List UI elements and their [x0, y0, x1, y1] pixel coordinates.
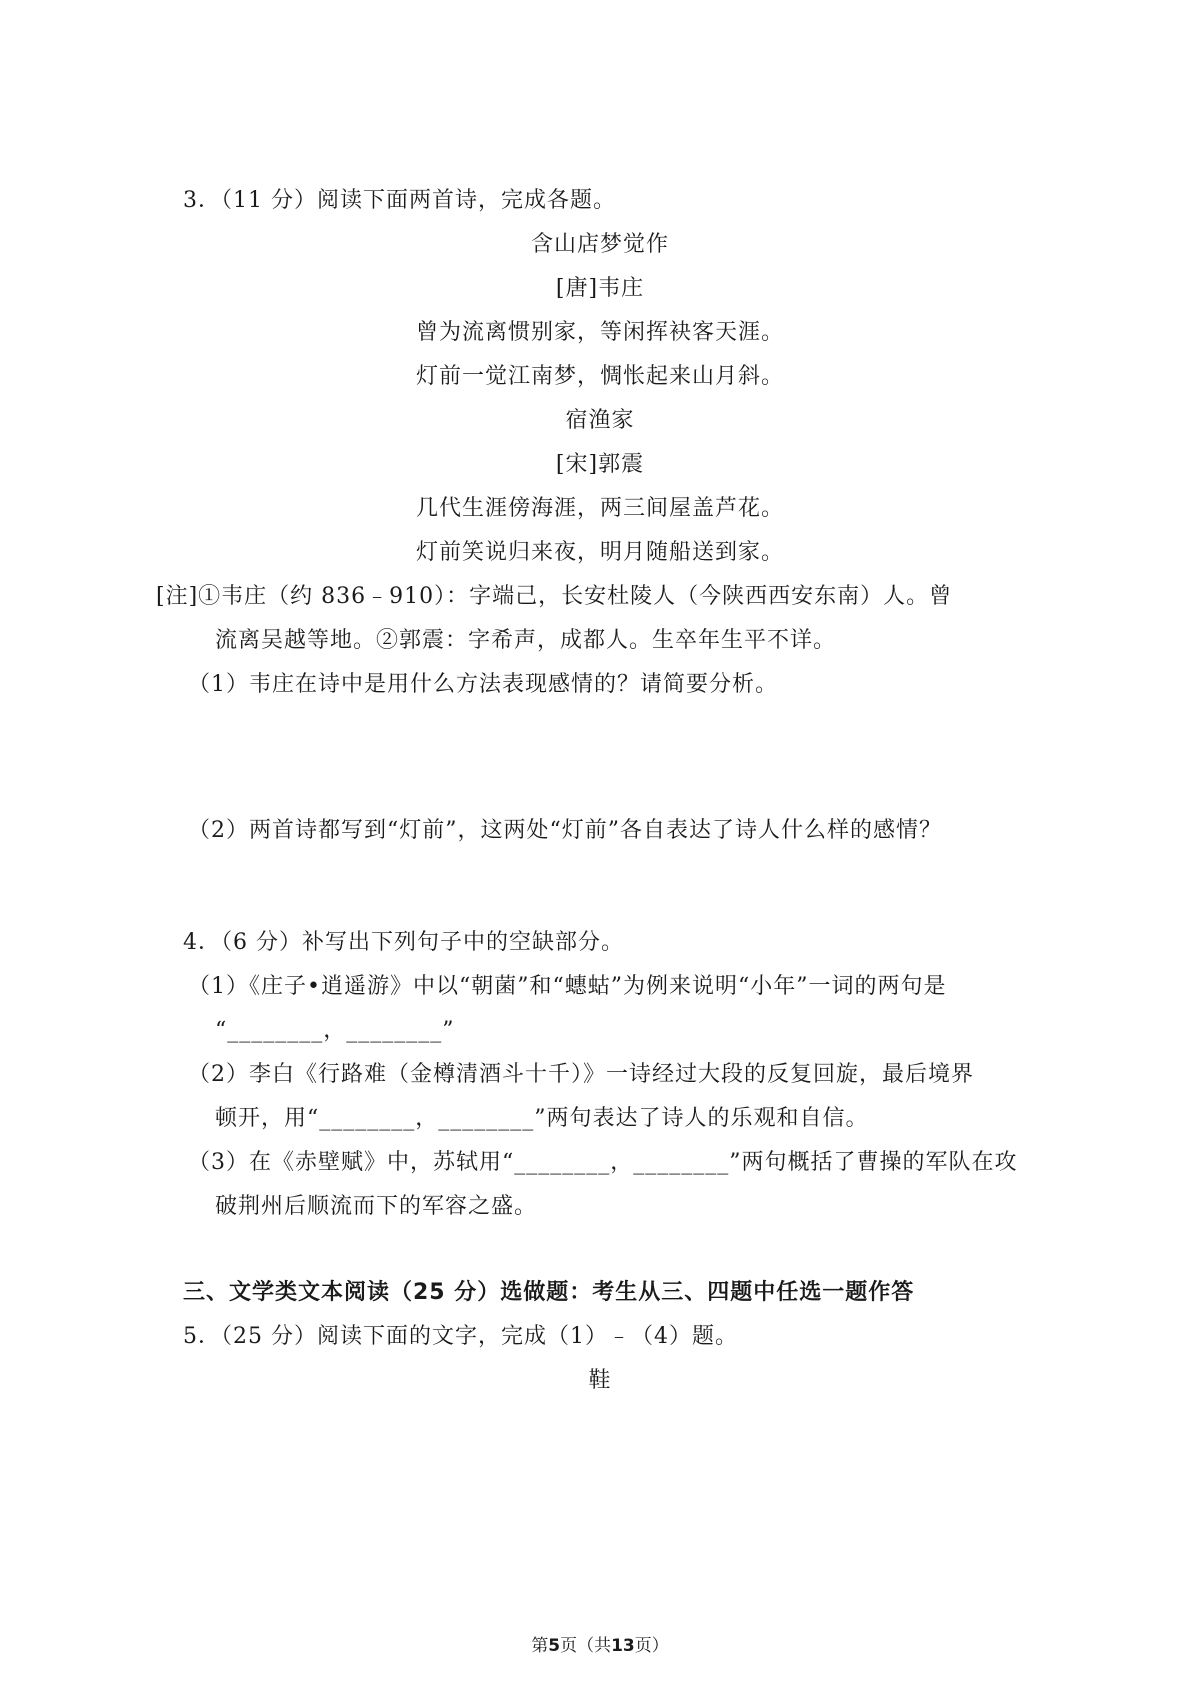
question-3-header: 3．（11 分）阅读下面两首诗，完成各题。 — [183, 188, 616, 213]
question-4-sub-3-line-1: （3）在《赤壁赋》中，苏轼用“________，________”两句概括了曹操的军队在攻 — [188, 1150, 1018, 1175]
poem-2-line-2: 灯前笑说归来夜，明月随船送到家。 — [415, 540, 784, 565]
footer-prefix: 第 — [531, 1636, 549, 1656]
question-3-sub-2: （2）两首诗都写到“灯前”，这两处“灯前”各自表达了诗人什么样的感情？ — [188, 818, 942, 843]
footer-suffix: 页） — [634, 1636, 669, 1656]
note-line-1: [注]①韦庄（约 836﹣910）：字端己，长安杜陵人（今陕西西安东南）人。曾 — [156, 584, 953, 609]
question-4-header: 4．（6 分）补写出下列句子中的空缺部分。 — [183, 930, 624, 955]
page-footer — [0, 1635, 1200, 1657]
question-4-sub-2-line-1: （2）李白《行路难（金樽清酒斗十千）》一诗经过大段的反复回旋，最后境界 — [188, 1062, 974, 1087]
poem-2-line-1: 几代生涯傍海涯，两三间屋盖芦花。 — [415, 496, 784, 521]
section-3-heading: 三、文学类文本阅读（25 分）选做题：考生从三、四题中任选一题作答 — [183, 1280, 915, 1305]
poem-2-author: [宋]郭震 — [555, 452, 645, 477]
question-4-sub-2-line-2: 顿开，用“________，________”两句表达了诗人的乐观和自信。 — [215, 1106, 869, 1131]
poem-1-title: 含山店梦觉作 — [530, 232, 669, 257]
footer-total-pages: 13 — [611, 1636, 635, 1656]
note-line-2: 流离吴越等地。②郭震：字希声，成都人。生卒年生平不详。 — [215, 628, 837, 653]
question-5-header: 5．（25 分）阅读下面的文字，完成（1）﹣（4）题。 — [183, 1324, 738, 1349]
footer-middle: 页（共 — [560, 1636, 612, 1656]
poem-1-line-2: 灯前一觉江南梦，惆怅起来山月斜。 — [415, 364, 784, 389]
question-4-sub-1-blanks: “________，________” — [215, 1018, 455, 1043]
footer-page-number: 5 — [548, 1636, 561, 1656]
passage-title: 鞋 — [588, 1368, 612, 1393]
poem-1-author: [唐]韦庄 — [555, 276, 645, 301]
poem-1-line-1: 曾为流离惯别家，等闲挥袂客天涯。 — [415, 320, 784, 345]
question-4-sub-1-line-1: （1）《庄子•逍遥游》中以“朝菌”和“蟪蛄”为例来说明“小年”一词的两句是 — [188, 974, 947, 999]
question-4-sub-3-line-2: 破荆州后顺流而下的军容之盛。 — [215, 1194, 538, 1219]
question-3-sub-1: （1）韦庄在诗中是用什么方法表现感情的？请简要分析。 — [188, 672, 778, 697]
poem-2-title: 宿渔家 — [565, 408, 635, 433]
